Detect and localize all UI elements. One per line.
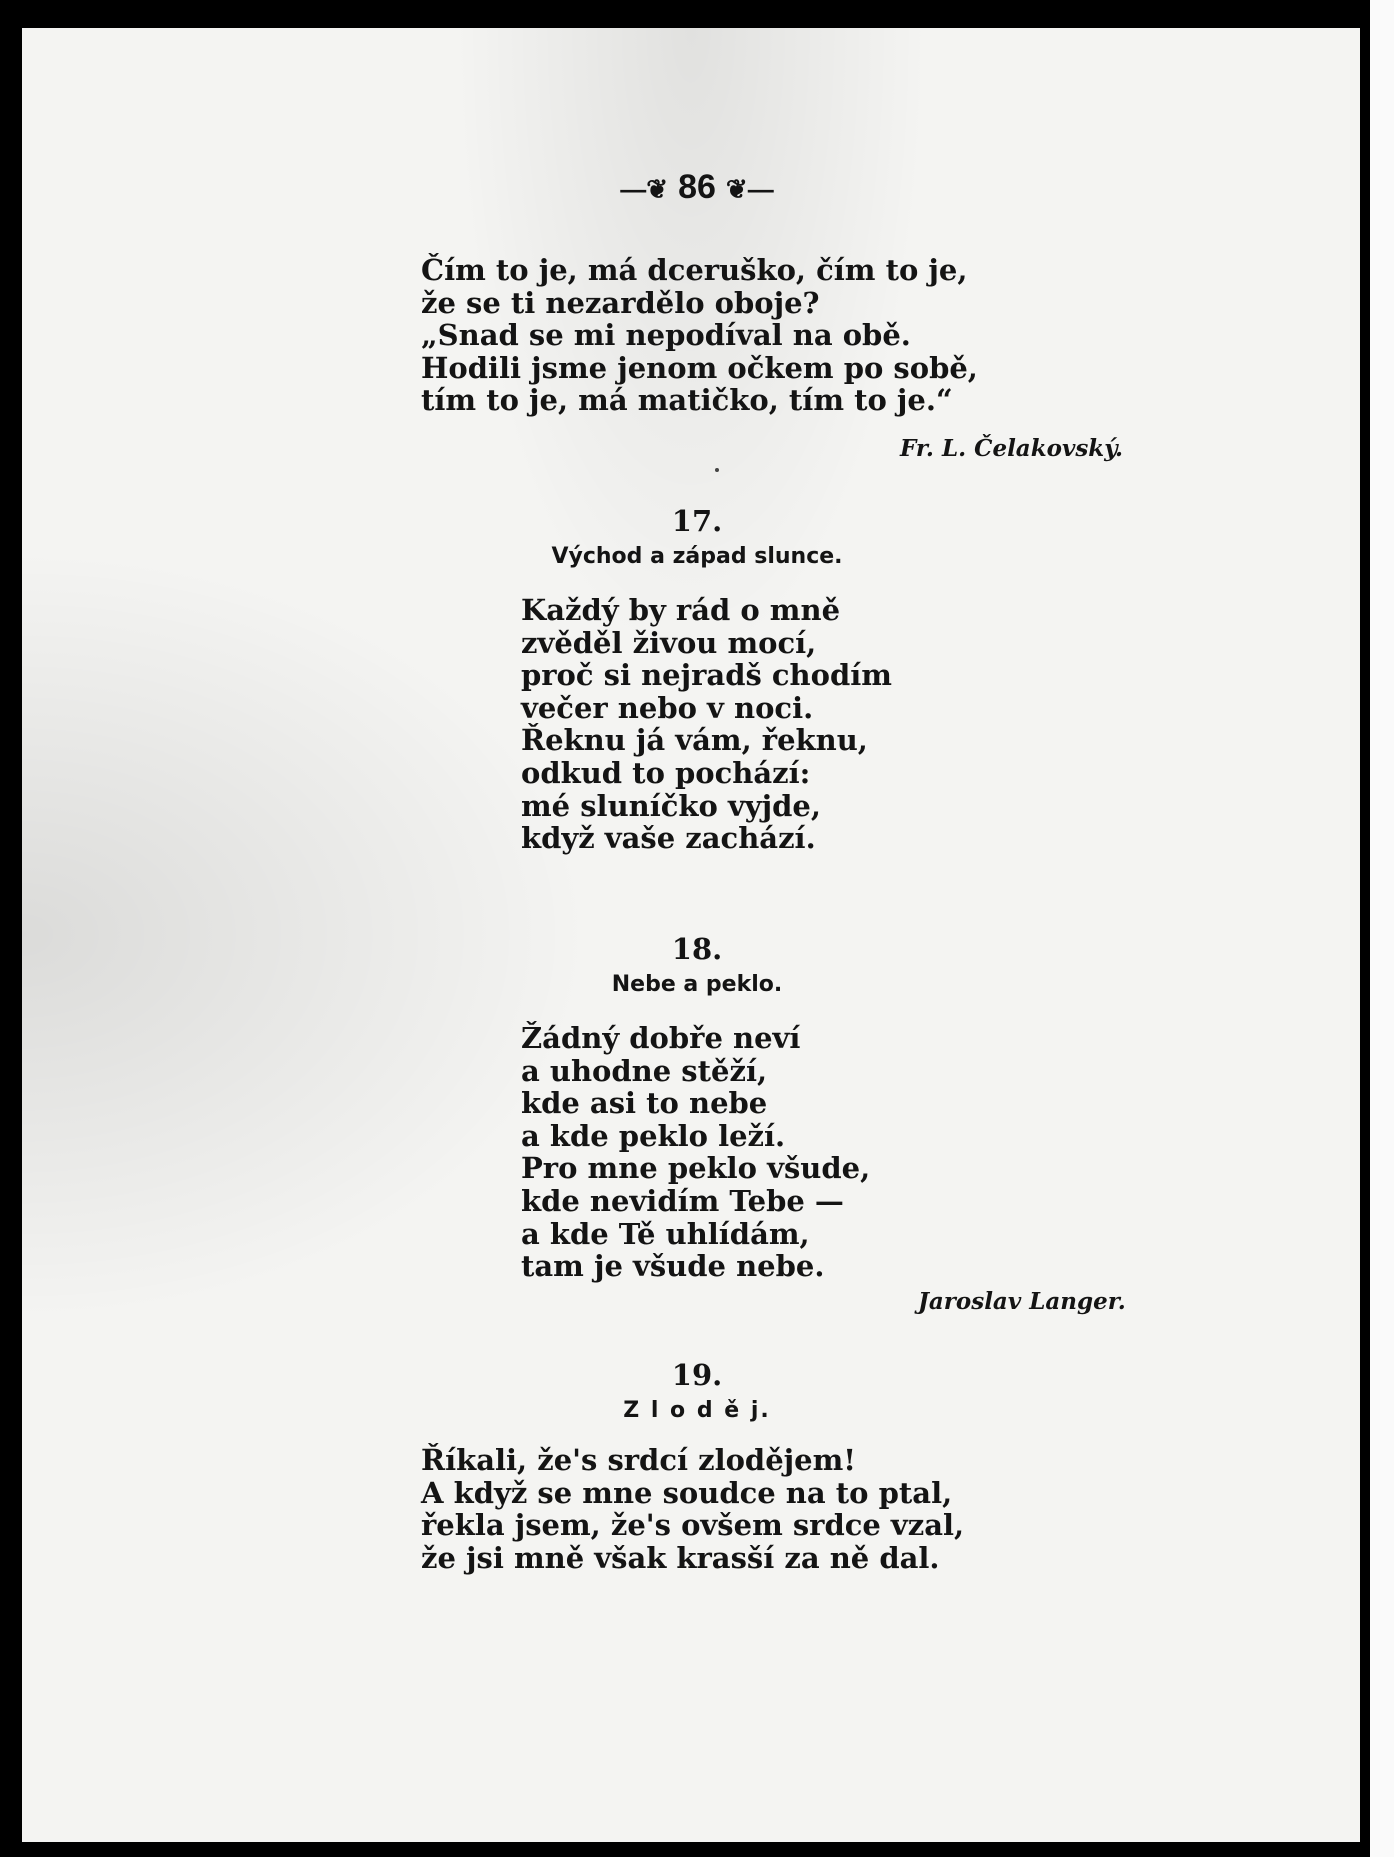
poem-line: Žádný dobře neví — [521, 1021, 801, 1055]
poem-line: Každý by rád o mně — [521, 593, 841, 627]
poem-18-author: Jaroslav Langer. — [918, 1288, 1126, 1315]
poem-19-title: Z l o d ě j. — [623, 1398, 771, 1423]
poem-17-title: Východ a západ slunce. — [551, 544, 843, 569]
poem-line: že jsi mně však krasší za ně dal. — [421, 1540, 940, 1575]
poem-line: kde asi to nebe — [521, 1086, 768, 1121]
ornament-right-icon: ❦— — [725, 173, 774, 204]
poem-18-title: Nebe a peklo. — [611, 972, 783, 997]
poem-line: a kde Tě uhlídám, — [521, 1216, 810, 1251]
poem-line: Hodili jsme jenom očkem po sobě, — [421, 350, 978, 385]
poem-line: kde nevidím Tebe — — [521, 1183, 844, 1218]
poem-line: Čím to je, má dceruško, čím to je, — [421, 253, 968, 287]
poem-prev-stanza — [421, 254, 978, 417]
poem-line: Řeknu já vám, řeknu, — [521, 723, 868, 758]
poem-line: proč si nejradš chodím — [521, 658, 892, 693]
poem-line: Pro mne peklo všude, — [521, 1151, 871, 1186]
poem-line: mé sluníčko vyjde, — [521, 788, 821, 823]
poem-line: tam je všude nebe. — [521, 1249, 825, 1284]
poem-19-number: 19. — [671, 1358, 723, 1392]
poem-line: že se ti nezardělo oboje? — [421, 285, 820, 320]
poem-line: a uhodne stěží, — [521, 1053, 768, 1088]
poem-18-number: 18. — [671, 932, 723, 966]
poem-line: zvěděl živou mocí, — [521, 625, 817, 660]
poem-line: když vaše zachází. — [521, 821, 816, 856]
speck — [715, 468, 719, 472]
poem-line: A když se mne soudce na to ptal, — [421, 1475, 953, 1510]
ornament-left-icon: —❦ — [620, 173, 669, 204]
poem-19-stanza — [421, 1444, 964, 1574]
poem-line: „Snad se mi nepodíval na obě. — [421, 318, 911, 353]
adjacent-page-edge — [1370, 0, 1394, 1857]
poem-17-number: 17. — [671, 504, 723, 538]
page-number: 86 — [678, 168, 716, 206]
poem-line: řekla jsem, že's ovšem srdce vzal, — [421, 1508, 965, 1543]
poem-line: tím to je, má matičko, tím to je.“ — [421, 383, 953, 418]
poem-17-stanza — [521, 594, 892, 855]
poem-prev-author: Fr. L. Čelakovský. — [900, 435, 1123, 462]
page-number-header — [0, 168, 1394, 207]
poem-line: Říkali, že's srdcí zlodějem! — [421, 1443, 857, 1477]
poem-line: odkud to pochází: — [521, 755, 811, 790]
poem-18-stanza — [521, 1022, 870, 1283]
poem-line: večer nebo v noci. — [521, 690, 814, 725]
poem-line: a kde peklo leží. — [521, 1118, 786, 1153]
